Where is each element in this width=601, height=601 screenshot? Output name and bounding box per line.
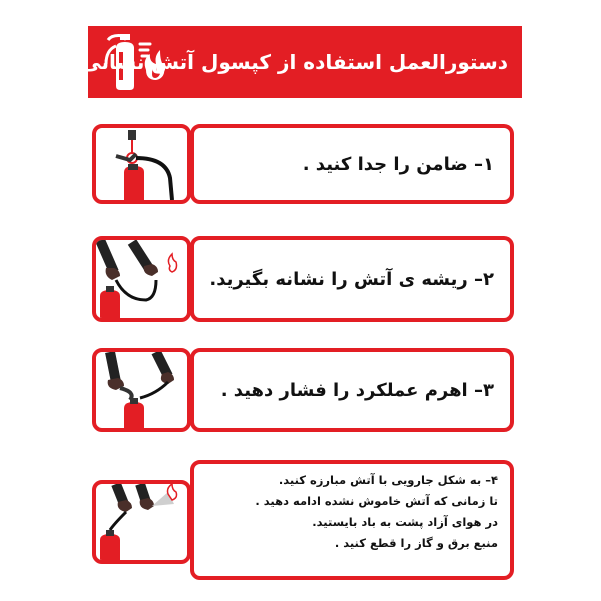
step3-box	[190, 348, 514, 432]
step1-box	[190, 124, 514, 204]
step4-line: منبع برق و گاز را قطع کنید .	[334, 536, 498, 550]
step2-illustration	[92, 236, 191, 322]
step4-illustration	[92, 480, 191, 564]
step2-box	[190, 236, 514, 322]
step1-illustration	[92, 124, 191, 204]
step4-line: در هوای آزاد پشت به باد بایستید.	[312, 515, 498, 529]
step4-box	[190, 460, 514, 580]
press-lever-icon	[96, 352, 187, 428]
step1-text: ۱– ضامن را جدا کنید .	[302, 153, 494, 175]
aim-hose-icon	[96, 240, 187, 318]
step3-text: ۳– اهرم عملکرد را فشار دهید .	[220, 379, 494, 401]
header-banner	[81, 26, 522, 98]
step3-illustration	[92, 348, 191, 432]
step4-line: تا زمانی که آتش خاموش نشده ادامه دهید .	[255, 494, 498, 508]
step4-line: ۴– به شکل جارویی با آتش مبارزه کنید.	[278, 473, 498, 487]
step4-text	[255, 470, 498, 554]
page-title: دستورالعمل استفاده از کپسول آتش نشانی	[81, 50, 508, 74]
sweep-spray-icon	[96, 484, 187, 560]
extinguisher-pin-icon	[96, 128, 187, 200]
step2-text: ۲– ریشه ی آتش را نشانه بگیرید.	[209, 268, 494, 290]
